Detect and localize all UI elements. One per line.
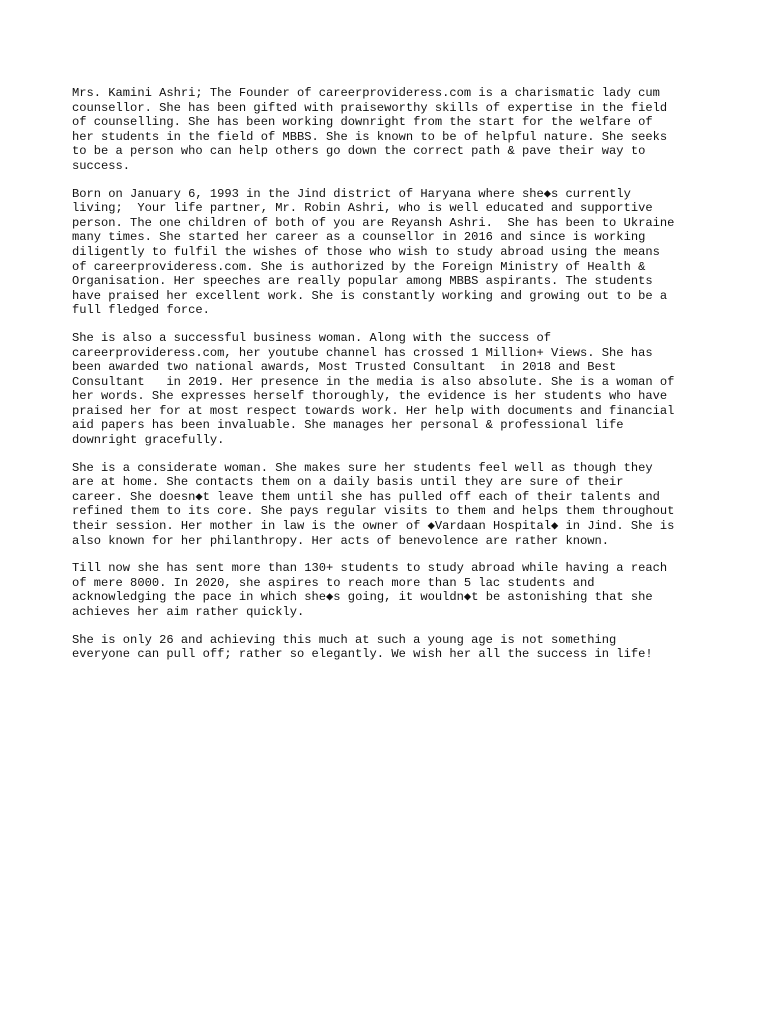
document-body bbox=[72, 86, 712, 675]
paragraph-character: She is a considerate woman. She makes sure her students feel well as though they are at home. She contacts them on a daily basis until they are sure of their career. She doesn◆t leave them until she has pulled off each of their talents and refined them to its core. She pays regular visits to them and helps them throughout their session. Her mother in law is the owner of ◆Vardaan Hospital◆ in Jind. She is also known for her philanthropy. Her acts of benevolence are rather known. bbox=[72, 460, 675, 548]
paragraph-reach: Till now she has sent more than 130+ students to study abroad while having a reach of mere 8000. In 2020, she aspires to reach more than 5 lac students and acknowledging the pace in which she◆s going, it wouldn◆t be astonishing that she achieves her aim rather quickly. bbox=[72, 561, 668, 619]
paragraph-achievements: She is also a successful business woman. Along with the success of careerprovideress.com, her youtube channel has crossed 1 Million+ Views. She has been awarded two national awards, Most Trusted Consultant in 2018 and Best Consultant in 2019. Her presence in the media is also absolute. She is a woman of her words. She expresses herself thoroughly, the evidence is her students who have praised her for at most respect towards work. Her help with documents and financial aid papers has been invaluable. She manages her personal & professional life downright gracefully. bbox=[72, 330, 675, 448]
paragraph-biography: Born on January 6, 1993 in the Jind district of Haryana where she◆s currently living; Your life partner, Mr. Robin Ashri, who is well educated and supportive person. The one children of both of you are Reyansh Ashri. She has been to Ukraine many times. She started her career as a counsellor in 2016 and since is working diligently to fulfil the wishes of those who wish to study abroad using the means of careerprovideress.com. She is authorized by the Foreign Ministry of Health & Organisation. Her speeches are really popular among MBBS aspirants. The students have praised her excellent work. She is constantly working and growing out to be a full fledged force. bbox=[72, 186, 675, 318]
paragraph-closing: She is only 26 and achieving this much at such a young age is not something everyone can pull off; rather so elegantly. We wish her all the success in life! bbox=[72, 632, 653, 662]
paragraph-founder-intro: Mrs. Kamini Ashri; The Founder of careerprovideress.com is a charismatic lady cum counsellor. She has been gifted with praiseworthy skills of expertise in the field of counselling. She has been working downright from the start for the welfare of her students in the field of MBBS. She is known to be of helpful nature. She seeks to be a person who can help others go down the correct path & pave their way to success. bbox=[72, 86, 668, 173]
